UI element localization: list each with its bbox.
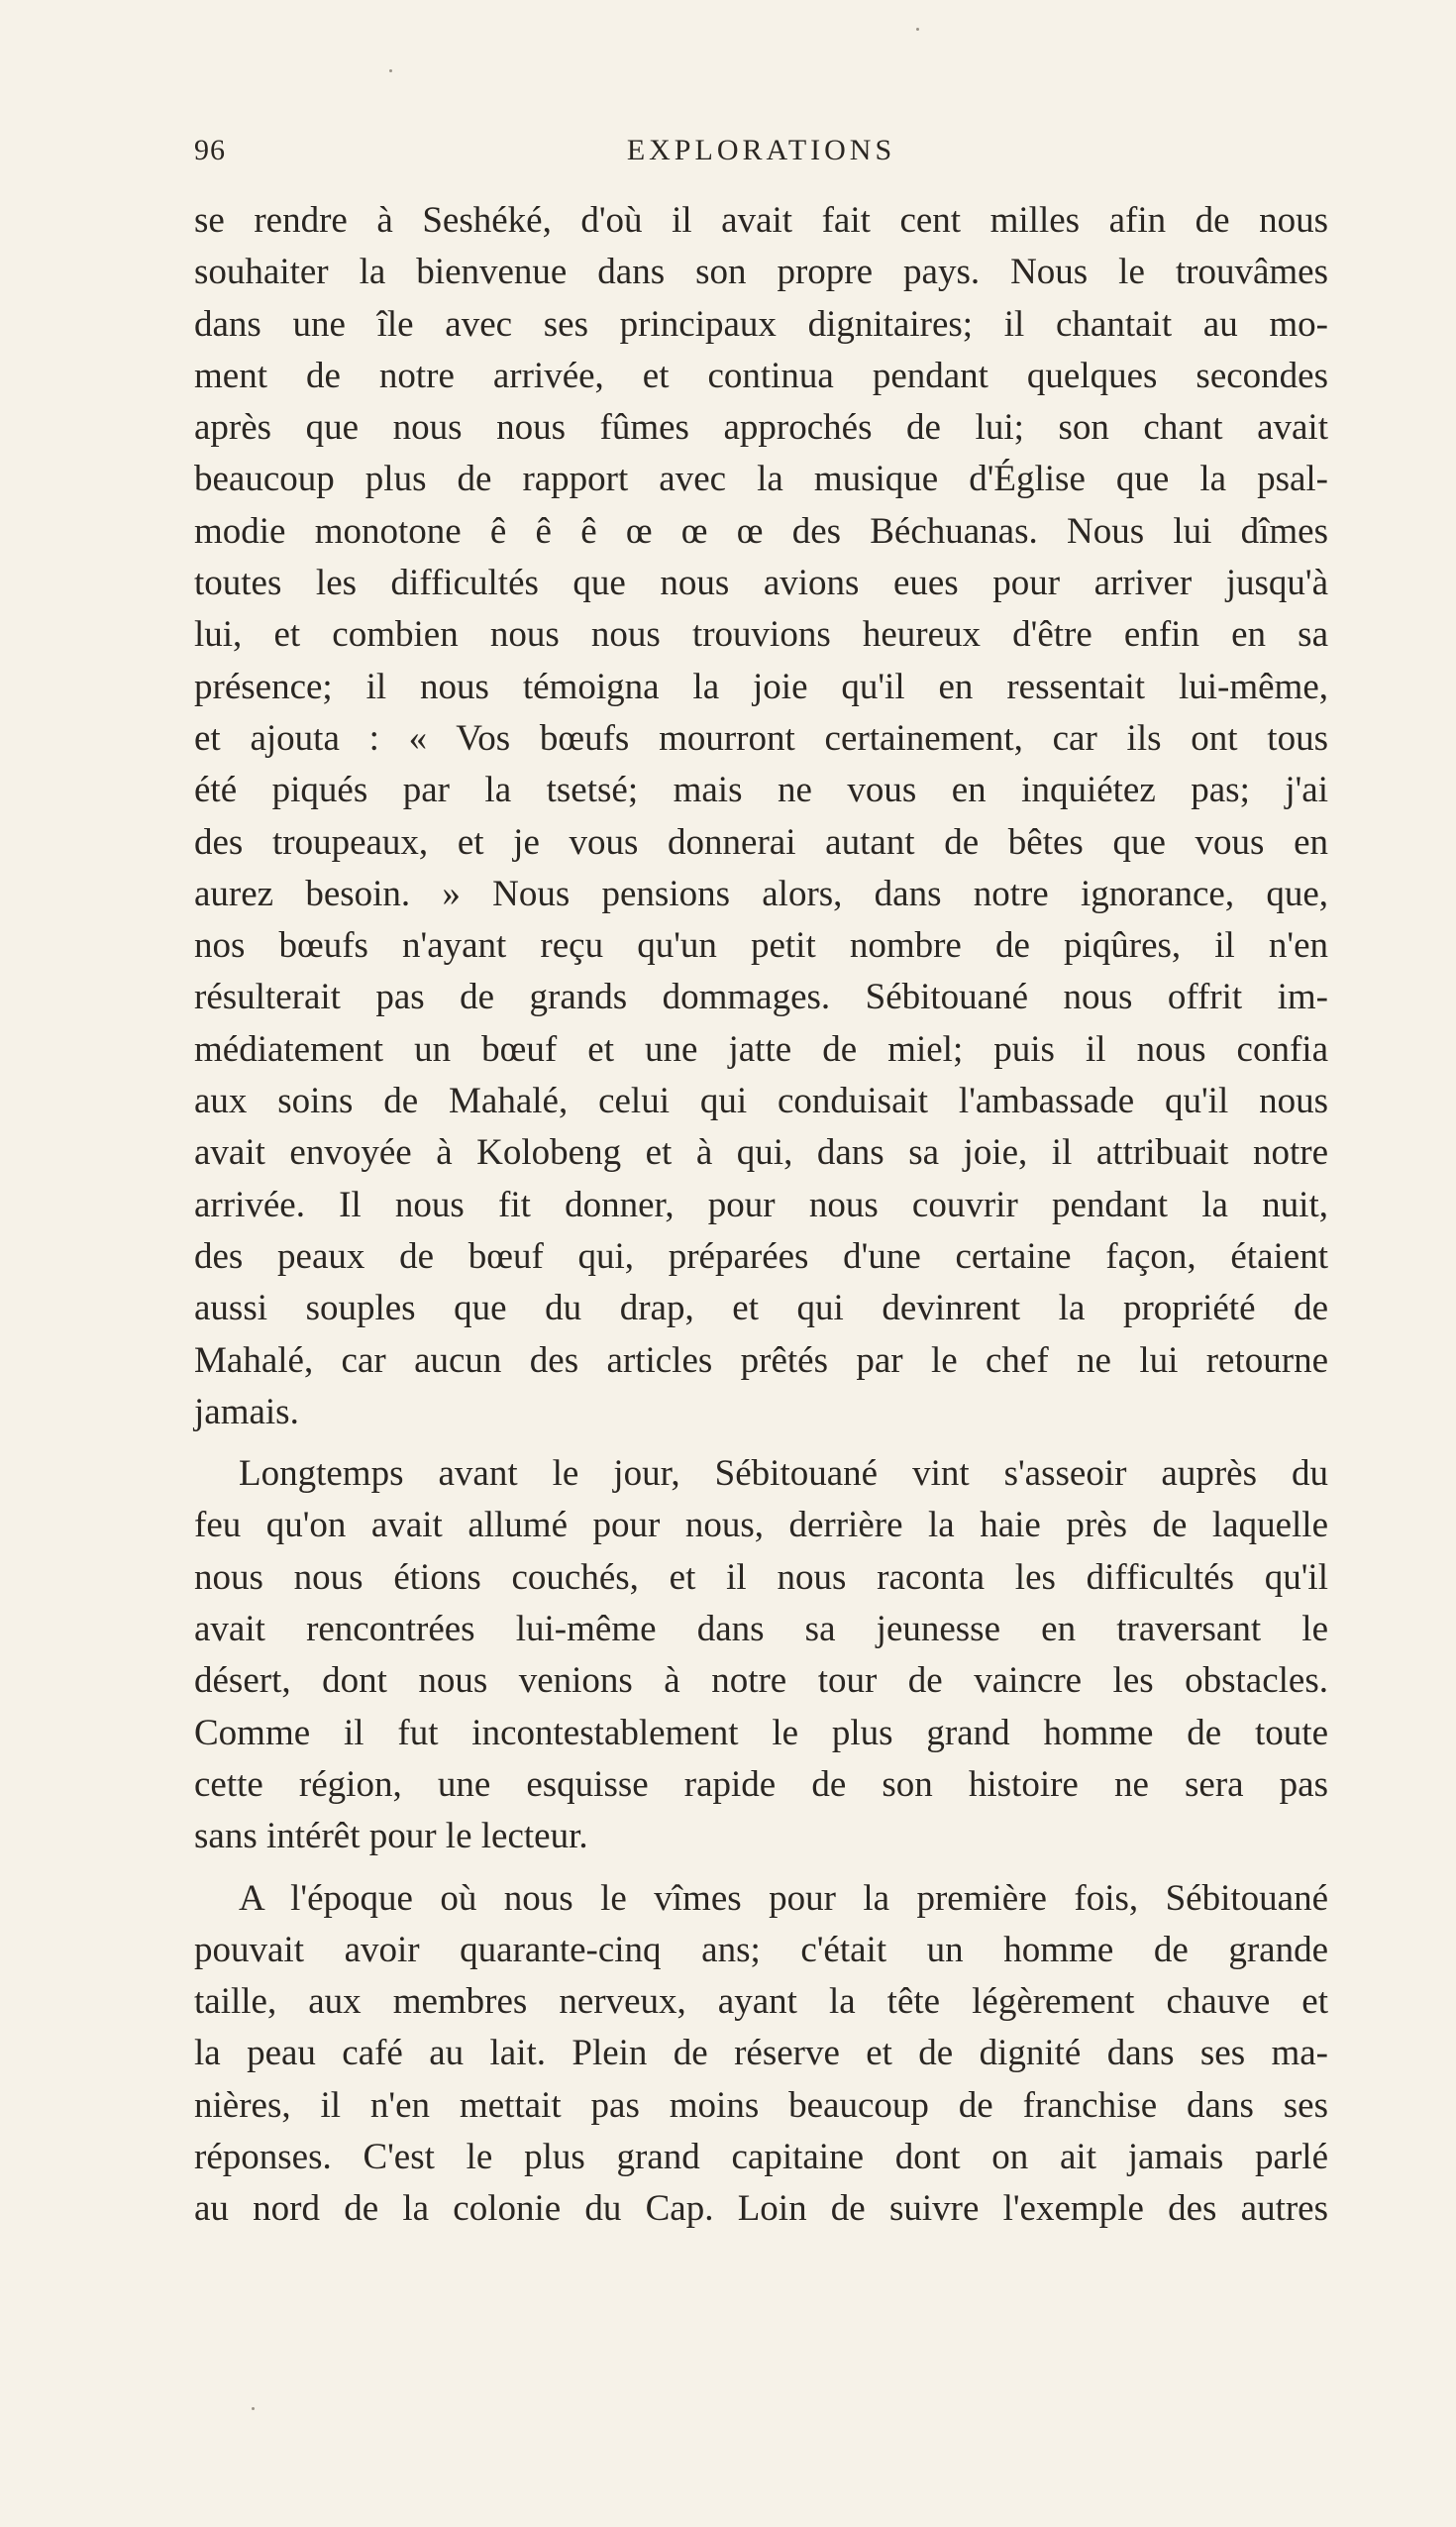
text-line: ment de notre arrivée, et continua pendant quelques secondes (194, 355, 1328, 396)
text-line: sans intérêt pour le lecteur. (194, 1816, 588, 1857)
text-line: toutes les difficultés que nous avions eues pour arriver jusqu'à (194, 563, 1328, 604)
text-line: désert, dont nous venions à notre tour de vaincre les obstacles. (194, 1660, 1328, 1702)
text-line: aux soins de Mahalé, celui qui conduisait l'ambassade qu'il nous (194, 1081, 1328, 1122)
paragraph (194, 195, 1328, 1438)
text-line: nos bœufs n'ayant reçu qu'un petit nombre de piqûres, il n'en (194, 925, 1328, 967)
text-line: beaucoup plus de rapport avec la musique d'Église que la psal- (194, 459, 1328, 500)
text-line: été piqués par la tsetsé; mais ne vous en inquiétez pas; j'ai (194, 770, 1328, 811)
paper-speck (916, 28, 919, 31)
text-line: aurez besoin. » Nous pensions alors, dans notre ignorance, que, (194, 873, 1328, 914)
text-line: Mahalé, car aucun des articles prêtés par le chef ne lui retourne (194, 1339, 1328, 1381)
text-line: Comme il fut incontestablement le plus grand homme de toute (194, 1712, 1328, 1753)
body-text (194, 195, 1328, 2236)
text-line: présence; il nous témoigna la joie qu'il en ressentait lui-même, (194, 666, 1328, 707)
paragraph (194, 1448, 1328, 1862)
text-line: taille, aux membres nerveux, ayant la tête légèrement chauve et (194, 1981, 1328, 2023)
text-line: cette région, une esquisse rapide de son histoire ne sera pas (194, 1763, 1328, 1805)
text-line: aussi souples que du drap, et qui devinrent la propriété de (194, 1288, 1328, 1329)
text-line: la peau café au lait. Plein de réserve et de dignité dans ses ma- (194, 2033, 1328, 2074)
text-line: se rendre à Seshéké, d'où il avait fait cent milles afin de nous (194, 200, 1328, 241)
text-line: au nord de la colonie du Cap. Loin de suivre l'exemple des autres (194, 2188, 1328, 2230)
text-line: A l'époque où nous le vîmes pour la première fois, Sébitouané (239, 1877, 1328, 1919)
paper-speck (252, 2407, 255, 2410)
paragraph-gap (194, 1438, 1328, 1448)
text-line: nières, il n'en mettait pas moins beaucoup de franchise dans ses (194, 2084, 1328, 2126)
text-line: après que nous nous fûmes approchés de lui; son chant avait (194, 407, 1328, 449)
page-number: 96 (194, 134, 226, 166)
text-line: pouvait avoir quarante-cinq ans; c'était un homme de grande (194, 1929, 1328, 1970)
text-line: arrivée. Il nous fit donner, pour nous couvrir pendant la nuit, (194, 1184, 1328, 1225)
paragraph-gap (194, 1863, 1328, 1873)
text-line: lui, et combien nous nous trouvions heureux d'être enfin en sa (194, 614, 1328, 656)
text-line: avait rencontrées lui-même dans sa jeunesse en traversant le (194, 1609, 1328, 1650)
text-line: jamais. (194, 1391, 299, 1432)
running-title: EXPLORATIONS (626, 134, 896, 166)
paragraph (194, 1873, 1328, 2236)
text-line: médiatement un bœuf et une jatte de miel; puis il nous confia (194, 1028, 1328, 1070)
text-line: réponses. C'est le plus grand capitaine dont on ait jamais parlé (194, 2136, 1328, 2177)
paper-speck (389, 69, 392, 72)
text-line: dans une île avec ses principaux dignitaires; il chantait au mo- (194, 303, 1328, 345)
text-line: avait envoyée à Kolobeng et à qui, dans sa joie, il attribuait notre (194, 1132, 1328, 1174)
text-line: des peaux de bœuf qui, préparées d'une certaine façon, étaient (194, 1235, 1328, 1277)
text-line: et ajouta : « Vos bœufs mourront certainement, car ils ont tous (194, 717, 1328, 759)
text-line: Longtemps avant le jour, Sébitouané vint s'asseoir auprès du (239, 1453, 1328, 1495)
page-header (194, 134, 1328, 183)
text-line: modie monotone ê ê ê œ œ œ des Béchuanas. Nous lui dîmes (194, 510, 1328, 552)
text-line: des troupeaux, et je vous donnerai autant de bêtes que vous en (194, 821, 1328, 863)
text-line: feu qu'on avait allumé pour nous, derrière la haie près de laquelle (194, 1505, 1328, 1546)
text-line: résulterait pas de grands dommages. Sébitouané nous offrit im- (194, 977, 1328, 1018)
text-line: nous nous étions couchés, et il nous raconta les difficultés qu'il (194, 1556, 1328, 1598)
text-line: souhaiter la bienvenue dans son propre pays. Nous le trouvâmes (194, 252, 1328, 293)
